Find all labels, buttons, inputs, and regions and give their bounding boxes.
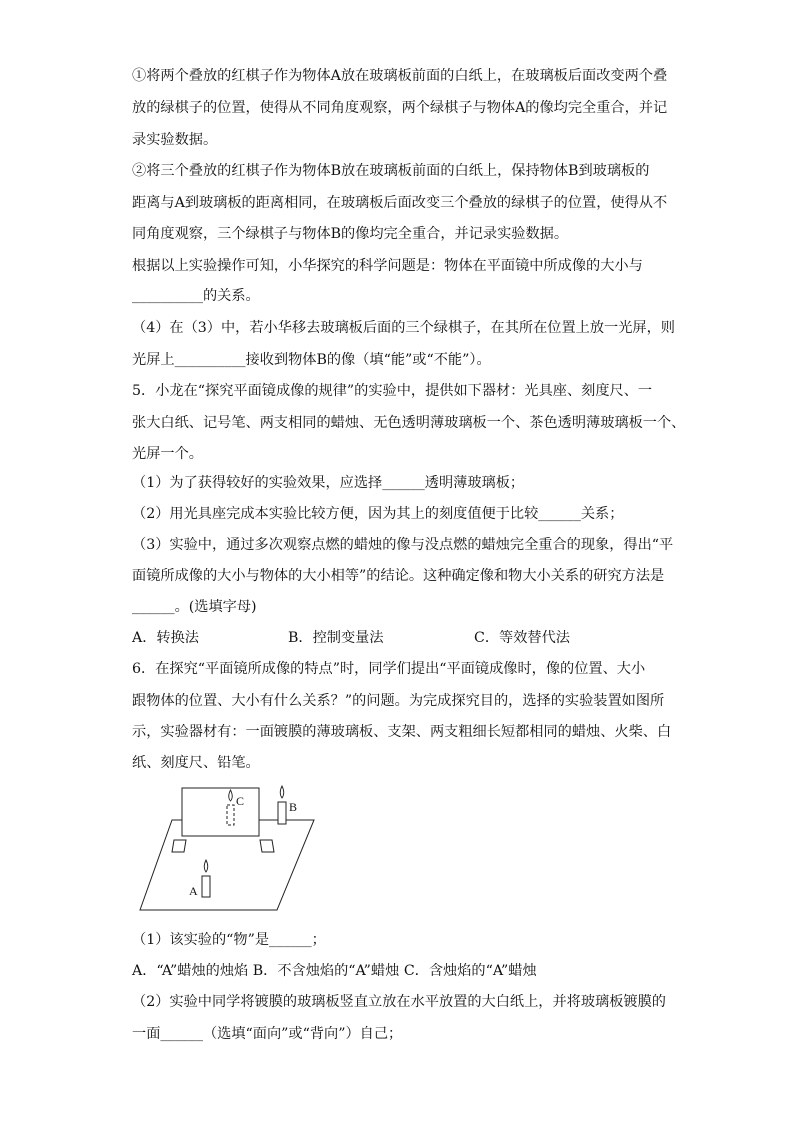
label-a: A: [189, 884, 198, 898]
question-5-line: 5．小龙在“探究平面镜成像的规律”的实验中，提供如下器材：光具座、刻度尺、一: [132, 383, 653, 399]
text-line: 示，实验器材有：一面镀膜的薄玻璃板、支架、两支粗细长短都相同的蜡烛、火柴、白: [132, 724, 672, 740]
text-line: ______。(选填字母): [132, 599, 257, 615]
label-b: B: [289, 800, 298, 814]
text-line: 根据以上实验操作可知，小华探究的科学问题是：物体在平面镜中所成像的大小与: [132, 258, 643, 274]
candle-b: [278, 802, 286, 824]
text-line: 纸、刻度尺、铅笔。: [132, 755, 260, 771]
text-line: （3）实验中，通过多次观察点燃的蜡烛的像与没点燃的蜡烛完全重合的现象，得出“平: [132, 537, 674, 553]
answer-options: [132, 628, 672, 648]
text-line: （1）该实验的“物”是______；: [132, 932, 326, 948]
support-right: [260, 840, 274, 852]
support-left: [172, 840, 186, 852]
text-line: 光屏一个。: [132, 446, 203, 462]
glass-plate: [182, 788, 259, 836]
text-line: （4）在（3）中，若小华移去玻璃板后面的三个绿棋子，在其所在位置上放一光屏，则: [132, 320, 675, 336]
text-line: 同角度观察，三个绿棋子与物体B的像均完全重合，并记录实验数据。: [132, 226, 569, 242]
text-line: 张大白纸、记号笔、两支相同的蜡烛、无色透明薄玻璃板一个、茶色透明薄玻璃板一个、: [132, 415, 686, 431]
candle-a: [202, 876, 210, 897]
text-line: 光屏上__________接收到物体B的像（填“能”或“不能”）。: [132, 352, 491, 368]
text-line: （2）用光具座完成本实验比较方便，因为其上的刻度值便于比较______关系；: [132, 506, 624, 522]
text-line: 录实验数据。: [132, 132, 218, 148]
text-line: 面镜所成像的大小与物体的大小相等”的结论。这种确定像和物大小关系的研究方法是: [132, 568, 665, 584]
text-line: 跟物体的位置、大小有什么关系？”的问题。为完成探究目的，选择的实验装置如图所: [132, 693, 665, 709]
text-line: ①将两个叠放的红棋子作为物体A放在玻璃板前面的白纸上，在玻璃板后面改变两个叠: [132, 68, 668, 84]
text-line: 一面______（选填“面向”或“背向”）自己；: [132, 1026, 403, 1042]
option-c: C．等效替代法: [474, 630, 570, 646]
text-line: 放的绿棋子的位置，使得从不同角度观察，两个绿棋子与物体A的像均完全重合，并记: [132, 100, 668, 116]
option-a: A．转换法: [132, 630, 199, 646]
text-line: A．“A”蜡烛的烛焰 B．不含烛焰的“A”蜡烛 C．含烛焰的“A”蜡烛: [132, 963, 537, 979]
option-b: B．控制变量法: [288, 630, 384, 646]
label-c: C: [236, 794, 245, 808]
text-line: （1）为了获得较好的实验效果，应选择______透明薄玻璃板；: [132, 475, 525, 491]
flame-b: [280, 786, 284, 798]
text-line: （2）实验中同学将镀膜的玻璃板竖直立放在水平放置的大白纸上，并将玻璃板镀膜的: [132, 994, 666, 1010]
question-6-line: 6．在探究“平面镜所成像的特点”时，同学们提出“平面镜成像时，像的位置、大小: [132, 661, 646, 677]
experiment-figure: [132, 780, 322, 915]
text-line: ②将三个叠放的红棋子作为物体B放在玻璃板前面的白纸上，保持物体B到玻璃板的: [132, 163, 650, 179]
flame-a: [204, 860, 208, 872]
text-line: __________的关系。: [132, 288, 260, 304]
text-line: 距离与A到玻璃板的距离相同，在玻璃板后面改变三个叠放的绿棋子的位置，使得从不: [132, 195, 668, 211]
